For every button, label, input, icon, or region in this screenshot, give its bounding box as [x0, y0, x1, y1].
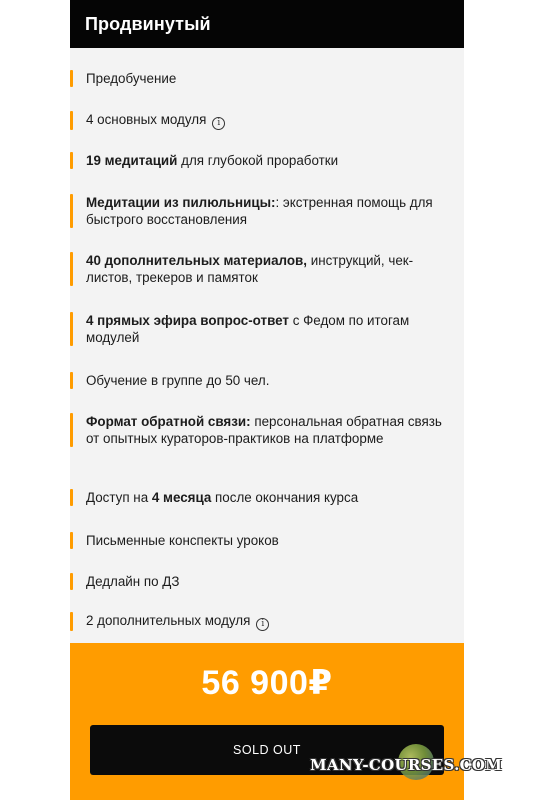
feature-text	[73, 252, 450, 286]
feature-text	[73, 413, 450, 447]
feature-text-run: с Федом по итогам модулей	[86, 313, 410, 345]
feature-text-run: : экстренная помощь для быстрого восстановления	[86, 195, 433, 227]
feature-text-bold: Медитации из пилюльницы:	[86, 195, 276, 210]
feature-text-run: Предобучение	[86, 71, 177, 86]
plan-title: Продвинутый	[70, 0, 464, 48]
feature-text	[73, 111, 225, 130]
feature-text-run: 2 дополнительных модуля	[86, 613, 251, 628]
feature-text-bold: Формат обратной связи:	[86, 414, 251, 429]
price: 56 900₽	[201, 664, 333, 702]
feature-item	[70, 312, 450, 346]
info-icon[interactable]: i	[256, 618, 269, 631]
feature-text-run: 4 основных модуля	[86, 112, 207, 127]
feature-item	[70, 152, 450, 169]
feature-text	[73, 612, 269, 631]
feature-item	[70, 573, 450, 590]
feature-list	[70, 48, 464, 643]
feature-text-run: Письменные конспекты уроков	[86, 533, 279, 548]
sold-out-button[interactable]: SOLD OUT	[90, 725, 444, 775]
feature-item	[70, 532, 450, 549]
feature-text-run: после окончания курса	[211, 490, 359, 505]
feature-text-bold: 4 месяца	[151, 490, 212, 505]
feature-text	[73, 372, 269, 389]
watermark-text: MANY-COURSES.COM	[310, 756, 503, 774]
feature-item	[70, 372, 450, 389]
feature-text-run: персональная обратная связь от опытных кураторов-практиков на платформе	[86, 414, 442, 446]
feature-text	[73, 573, 179, 590]
feature-text	[73, 489, 358, 506]
feature-item	[70, 612, 450, 631]
feature-item	[70, 252, 450, 286]
feature-text	[73, 532, 279, 549]
feature-text-run: Доступ на	[86, 490, 152, 505]
feature-text-run: Дедлайн по ДЗ	[86, 574, 180, 589]
feature-item	[70, 413, 450, 447]
feature-text-run: для глубокой проработки	[177, 153, 339, 168]
feature-text-bold: 4 прямых эфира вопрос-ответ	[86, 313, 289, 328]
feature-item	[70, 70, 450, 87]
feature-text	[73, 152, 338, 169]
feature-item	[70, 111, 450, 130]
feature-text-bold: 40 дополнительных материалов,	[86, 253, 307, 268]
feature-text-bold: 19 медитаций	[86, 153, 178, 168]
info-icon[interactable]: i	[212, 117, 225, 130]
feature-item	[70, 489, 450, 506]
feature-text-run: Обучение в группе до 50 чел.	[86, 373, 270, 388]
feature-text-run: инструкций, чек-листов, трекеров и памяток	[86, 253, 414, 285]
feature-text	[73, 194, 450, 228]
feature-item	[70, 194, 450, 228]
plan-card	[70, 0, 464, 800]
feature-text	[73, 312, 450, 346]
feature-text	[73, 70, 176, 87]
